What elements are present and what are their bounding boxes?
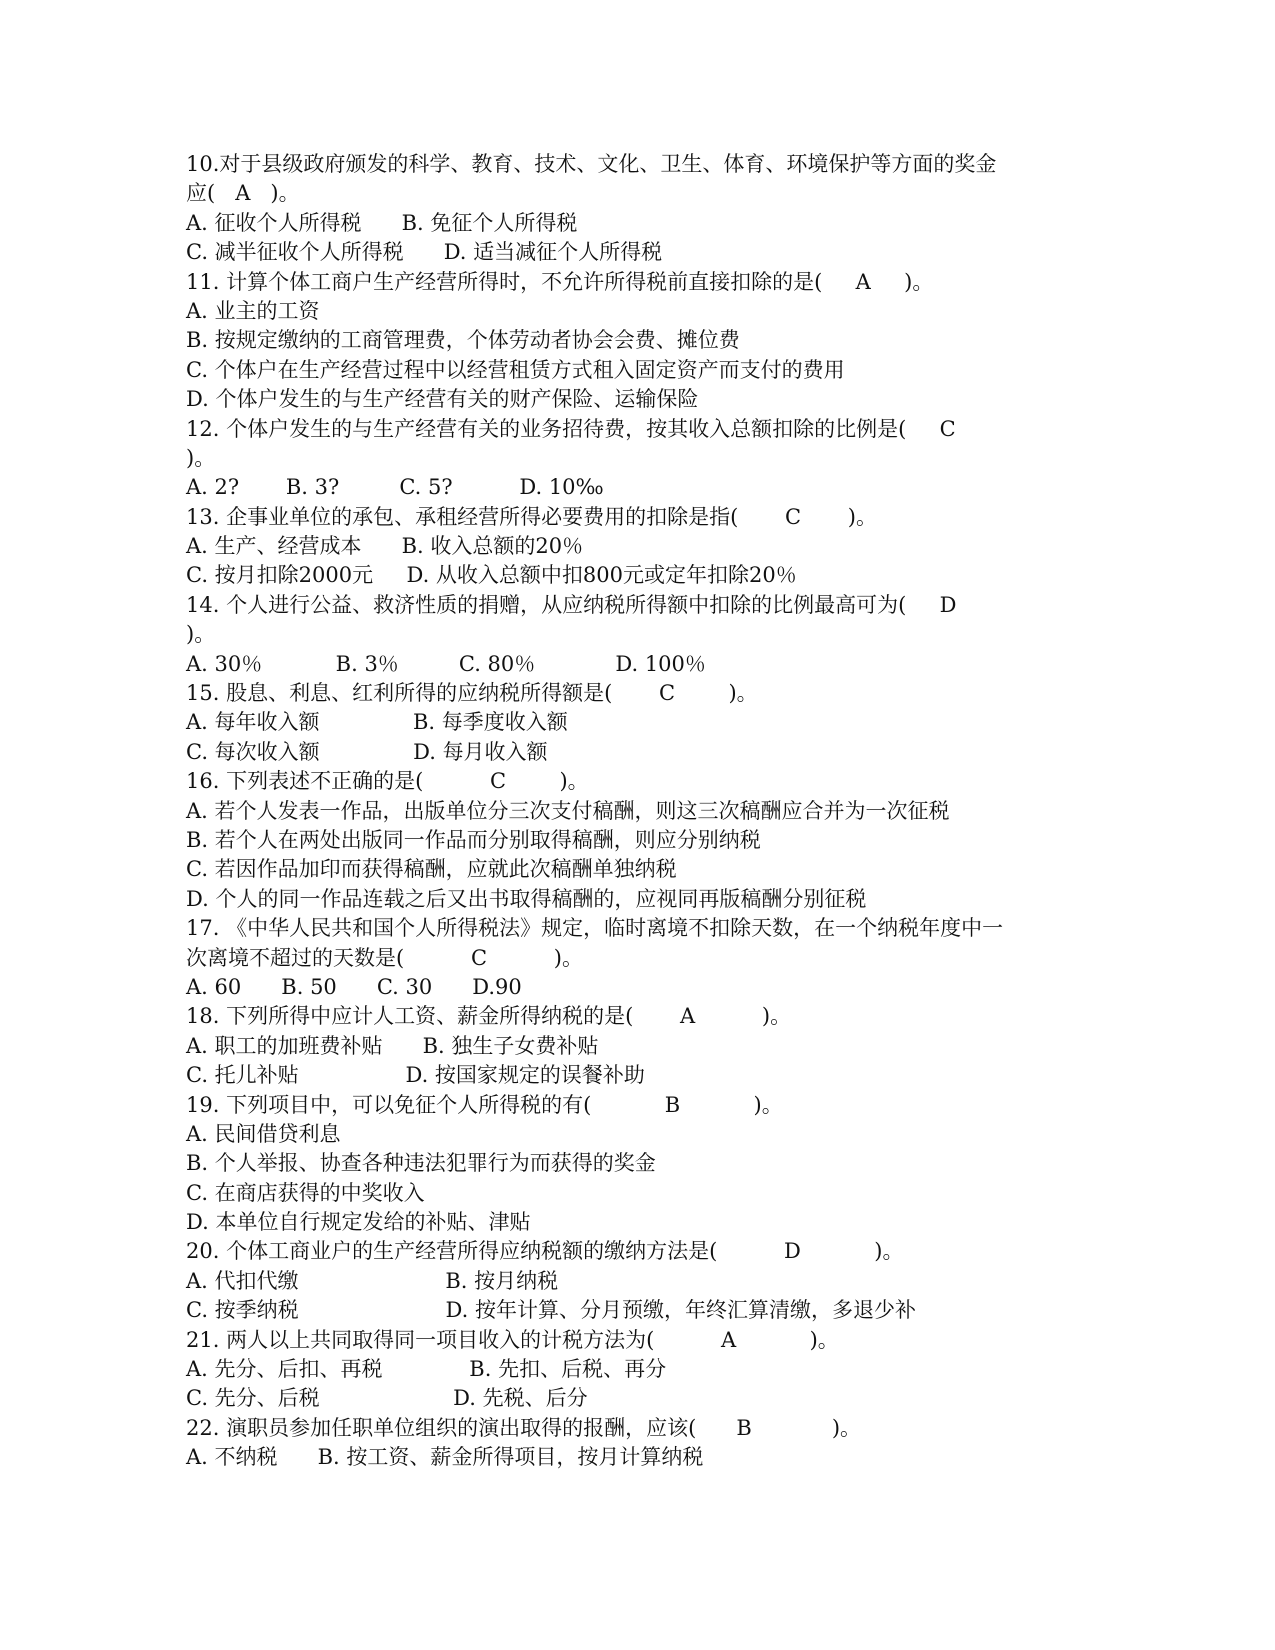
question-15-options-ab: A. 每年收入额 B. 每季度收入额 — [186, 710, 568, 735]
question-20-options-ab: A. 代扣代缴 B. 按月纳税 — [186, 1268, 559, 1293]
question-18-options-ab: A. 职工的加班费补贴 B. 独生子女费补贴 — [186, 1033, 599, 1058]
question-16-option-a: A. 若个人发表一作品，出版单位分三次支付稿酬，则这三次稿酬应合并为一次征税 — [186, 798, 950, 823]
question-20-options-cd: C. 按季纳税 D. 按年计算、分月预缴，年终汇算清缴，多退少补 — [186, 1298, 916, 1323]
question-14-line-1: 14. 个人进行公益、救济性质的捐赠，从应纳税所得额中扣除的比例最高可为( D — [186, 592, 957, 617]
question-19: 19. 下列项目中，可以免征个人所得税的有( B )。 — [186, 1092, 783, 1117]
question-16-option-c: C. 若因作品加印而获得稿酬，应就此次稿酬单独纳税 — [186, 857, 677, 882]
question-17-line-2: 次离境不超过的天数是( C )。 — [186, 945, 583, 970]
question-13-options-cd: C. 按月扣除2000元 D. 从收入总额中扣800元或定年扣除20％ — [186, 563, 797, 588]
question-10-line-1: 10.对于县级政府颁发的科学、教育、技术、文化、卫生、体育、环境保护等方面的奖金 — [186, 152, 997, 176]
question-11: 11. 计算个体工商户生产经营所得时，不允许所得税前直接扣除的是( A )。 — [186, 269, 934, 294]
question-12-options: A. 2? B. 3? C. 5? D. 10‰ — [186, 475, 604, 500]
question-10-options-ab: A. 征收个人所得税 B. 免征个人所得税 — [186, 210, 578, 235]
question-21-options-cd: C. 先分、后税 D. 先税、后分 — [186, 1386, 588, 1411]
question-19-option-c: C. 在商店获得的中奖收入 — [186, 1180, 425, 1205]
question-11-option-b: B. 按规定缴纳的工商管理费，个体劳动者协会会费、摊位费 — [186, 328, 740, 353]
question-21: 21. 两人以上共同取得同一项目收入的计税方法为( A )。 — [186, 1327, 839, 1352]
question-17-line-1: 17. 《中华人民共和国个人所得税法》规定，临时离境不扣除天数，在一个纳税年度中一 — [186, 916, 1004, 941]
question-11-option-c: C. 个体户在生产经营过程中以经营租赁方式租入固定资产而支付的费用 — [186, 357, 845, 382]
question-21-options-ab: A. 先分、后扣、再税 B. 先扣、后税、再分 — [186, 1357, 667, 1382]
question-16-option-b: B. 若个人在两处出版同一作品而分别取得稿酬，则应分别纳税 — [186, 827, 761, 852]
question-18: 18. 下列所得中应计人工资、薪金所得纳税的是( A )。 — [186, 1004, 792, 1029]
question-20: 20. 个体工商业户的生产经营所得应纳税额的缴纳方法是( D )。 — [186, 1239, 904, 1264]
question-19-option-b: B. 个人举报、协查各种违法犯罪行为而获得的奖金 — [186, 1151, 656, 1176]
question-16-option-d: D. 个人的同一作品连载之后又出书取得稿酬的，应视同再版稿酬分别征税 — [186, 886, 867, 911]
question-12-line-2: )。 — [186, 445, 216, 470]
question-18-options-cd: C. 托儿补贴 D. 按国家规定的误餐补助 — [186, 1063, 645, 1088]
question-15: 15. 股息、利息、红利所得的应纳税所得额是( C )。 — [186, 681, 758, 706]
question-12-line-1: 12. 个体户发生的与生产经营有关的业务招待费，按其收入总额扣除的比例是( C — [186, 416, 956, 441]
question-14-options: A. 30％ B. 3％ C. 80％ D. 100％ — [186, 651, 706, 676]
question-13: 13. 企事业单位的承包、承租经营所得必要费用的扣除是指( C )。 — [186, 504, 877, 529]
question-11-option-a: A. 业主的工资 — [186, 298, 320, 323]
question-11-option-d: D. 个体户发生的与生产经营有关的财产保险、运输保险 — [186, 387, 699, 412]
question-19-option-a: A. 民间借贷利息 — [186, 1121, 341, 1146]
document-page — [186, 150, 1086, 1473]
question-22: 22. 演职员参加任职单位组织的演出取得的报酬，应该( B )。 — [186, 1415, 862, 1440]
question-13-options-ab: A. 生产、经营成本 B. 收入总额的20％ — [186, 534, 584, 559]
question-16: 16. 下列表述不正确的是( C )。 — [186, 769, 589, 794]
question-10-options-cd: C. 减半征收个人所得税 D. 适当减征个人所得税 — [186, 240, 663, 265]
question-15-options-cd: C. 每次收入额 D. 每月收入额 — [186, 739, 548, 764]
question-14-line-2: )。 — [186, 622, 216, 647]
question-22-options-ab: A. 不纳税 B. 按工资、薪金所得项目，按月计算纳税 — [186, 1445, 704, 1470]
question-17-options: A. 60 B. 50 C. 30 D.90 — [186, 974, 522, 999]
question-19-option-d: D. 本单位自行规定发给的补贴、津贴 — [186, 1210, 531, 1235]
question-10-line-2: 应( A )。 — [186, 181, 300, 206]
